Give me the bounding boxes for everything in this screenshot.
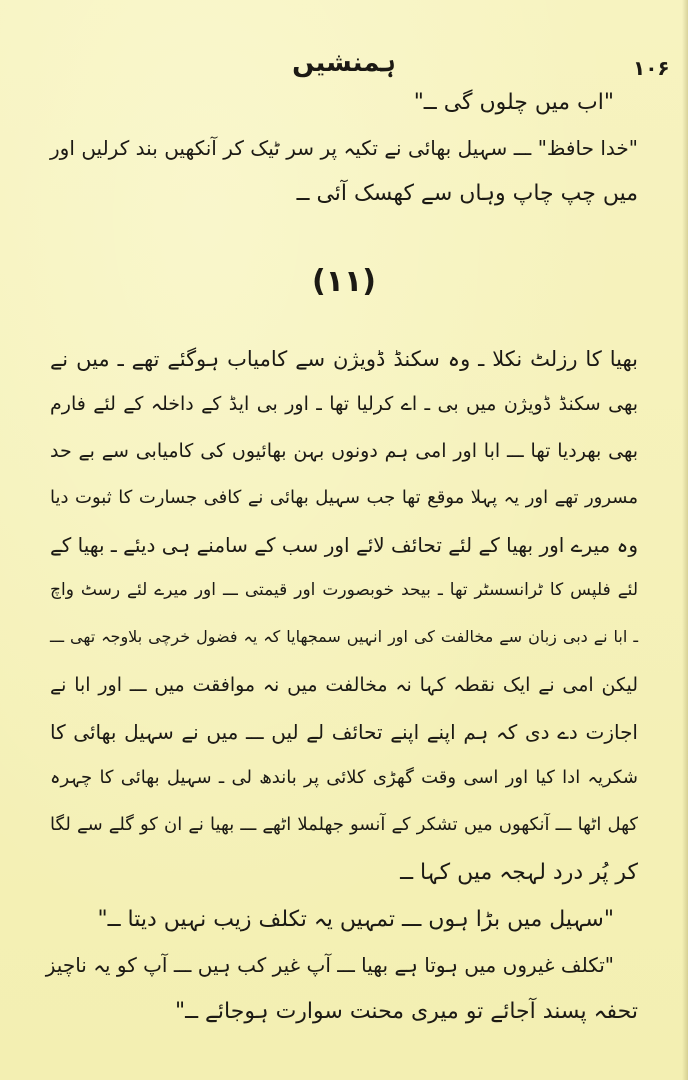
page-edge-shadow xyxy=(682,0,688,1080)
text-line: وہ میرے اور بھیا کے لئے تحائف لائے اور سب کے سامنے ہی دیئے ـ بھیا کے xyxy=(50,533,638,557)
text-line: ـ ابا نے دبی زبان سے مخالفت کی اور انہیں سمجھایا کہ یہ فضول خرچی بلاوجہ تھی ـــ xyxy=(50,627,638,646)
text-line: بھیا کا رزلٹ نکلا ـ وہ سکنڈ ڈویژن سے کامیاب ہوگئے تھے ـ میں نے xyxy=(50,347,638,371)
text-line: "سہیل میں بڑا ہوں ـــ تمہیں یہ تکلف زیب نہیں دیتا ــ" xyxy=(97,907,614,932)
text-line: تحفہ پسند آجائے تو میری محنت سوارت ہوجائے ــ" xyxy=(175,999,638,1024)
text-line: مسرور تھے اور یہ پہلا موقع تھا جب سہیل بھائی نے کافی جسارت کا ثبوت دیا xyxy=(50,487,638,508)
text-line: میں چپ چاپ وہاں سے کھسک آئی ــ xyxy=(296,181,638,206)
text-line: لیکن امی نے ایک نقطہ کہا نہ مخالفت میں نہ موافقت میں ـــ اور ابا نے xyxy=(50,674,638,696)
chapter-number: (۱۱) xyxy=(311,264,377,299)
text-line: کر پُر درد لہجہ میں کہا ــ xyxy=(400,860,638,885)
text-line: شکریہ ادا کیا اور اسی وقت گھڑی کلائی پر باندھ لی ـ سہیل بھائی کا چہرہ xyxy=(50,767,638,788)
text-line: اجازت دے دی کہ ہم اپنے اپنے تحائف لے لیں ـــ میں نے سہیل بھائی کا xyxy=(50,720,638,744)
text-line: کھل اٹھا ـــ آنکھوں میں تشکر کے آنسو جھلملا اٹھے ـــ بھیا نے ان کو گلے سے لگا xyxy=(50,814,638,835)
text-line: لئے فلپس کا ٹرانسسٹر تھا ـ بیحد خوبصورت اور قیمتی ـــ اور میرے لئے رسٹ واچ xyxy=(50,580,638,600)
text-line: بھی سکنڈ ڈویژن میں بی ـ اے کرلیا تھا ـ اور بی ایڈ کے داخلہ کے لئے فارم xyxy=(50,393,638,415)
text-line: "خدا حافظ" ـــ سہیل بھائی نے تکیہ پر سر ٹیک کر آنکھیں بند کرلیں اور xyxy=(50,136,638,160)
page-number: ۱۰۶ xyxy=(633,56,670,80)
text-line: "اب میں چلوں گی ــ" xyxy=(413,90,614,115)
text-line: بھی بھردیا تھا ـــ ابا اور امی ہم دونوں بہن بھائیوں کی کامیابی سے بے حد xyxy=(50,440,638,462)
text-line: "تکلف غیروں میں ہوتا ہے بھیا ـــ آپ غیر کب ہیں ـــ آپ کو یہ ناچیز xyxy=(45,953,614,977)
running-header-title: ہمنشیں xyxy=(292,48,396,78)
